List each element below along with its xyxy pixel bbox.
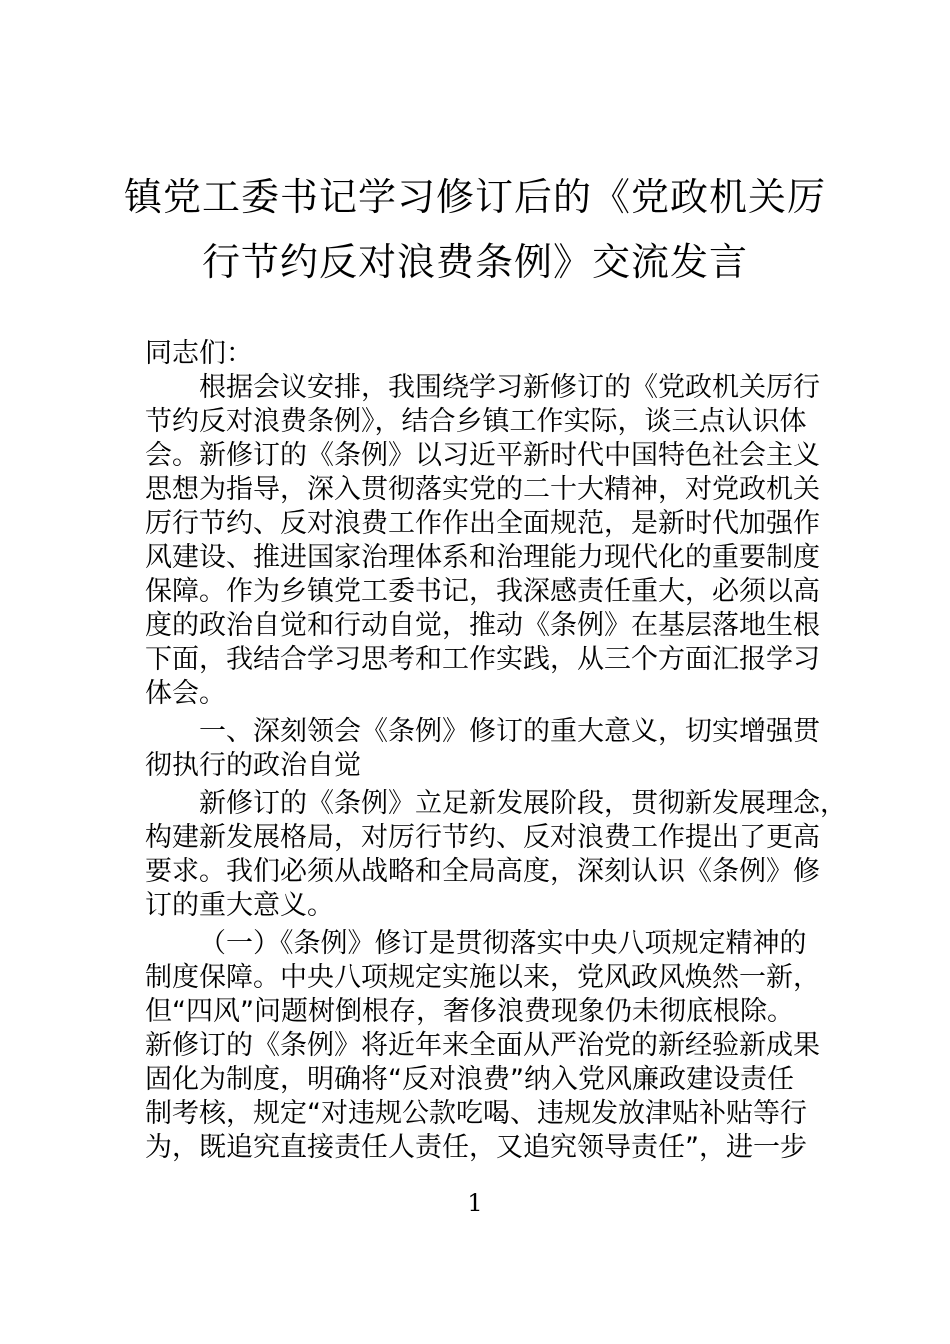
body-line: 新修订的《条例》立足新发展阶段，贯彻新发展理念， (199, 788, 847, 819)
body-line: 节约反对浪费条例》，结合乡镇工作实际，谈三点认识体 (145, 406, 807, 437)
section-heading-line: 一、深刻领会《条例》修订的重大意义，切实增强贯 (199, 716, 820, 747)
subsection-line: （一）《条例》修订是贯彻落实中央八项规定精神的 (199, 928, 807, 959)
body-line: 为，既追究直接责任人责任，又追究领导责任”，进一步 (145, 1132, 807, 1163)
body-line: 订的重大意义。 (145, 890, 334, 921)
body-line: 度的政治自觉和行动自觉，推动《条例》在基层落地生根 (145, 610, 820, 641)
body-line: 体会。 (145, 678, 226, 709)
body-line: 风建设、推进国家治理体系和治理能力现代化的重要制度 (145, 542, 820, 573)
body-line: 要求。我们必须从战略和全局高度，深刻认识《条例》修 (145, 856, 820, 887)
body-line: 构建新发展格局，对厉行节约、反对浪费工作提出了更高 (145, 822, 820, 853)
document-title-line-1: 镇党工委书记学习修订后的《党政机关厉 (123, 175, 826, 219)
body-line: 会。新修订的《条例》以习近平新时代中国特色社会主义 (145, 440, 820, 471)
body-line: 下面，我结合学习思考和工作实践，从三个方面汇报学习 (145, 644, 820, 675)
body-line: 厉行节约、反对浪费工作作出全面规范，是新时代加强作 (145, 508, 820, 539)
body-line: 制考核，规定“对违规公款吃喝、违规发放津贴补贴等行 (145, 1098, 807, 1129)
body-line: 根据会议安排，我围绕学习新修订的《党政机关厉行 (199, 372, 820, 403)
body-line: 保障。作为乡镇党工委书记，我深感责任重大，必须以高 (145, 576, 820, 607)
body-line: 思想为指导，深入贯彻落实党的二十大精神，对党政机关 (145, 474, 820, 505)
section-heading-line: 彻执行的政治自觉 (145, 750, 361, 781)
body-line: 制度保障。中央八项规定实施以来，党风政风焕然一新， (145, 962, 820, 993)
body-line: 固化为制度，明确将“反对浪费”纳入党风廉政建设责任 (145, 1064, 794, 1095)
document-title-line-2: 行节约反对浪费条例》交流发言 (201, 240, 748, 284)
body-line: 新修订的《条例》将近年来全面从严治党的新经验新成果 (145, 1030, 820, 1061)
body-line: 但“四风”问题树倒根存，奢侈浪费现象仍未彻底根除。 (145, 996, 794, 1027)
salutation: 同志们： (145, 338, 253, 369)
page-number: 1 (467, 1189, 483, 1217)
